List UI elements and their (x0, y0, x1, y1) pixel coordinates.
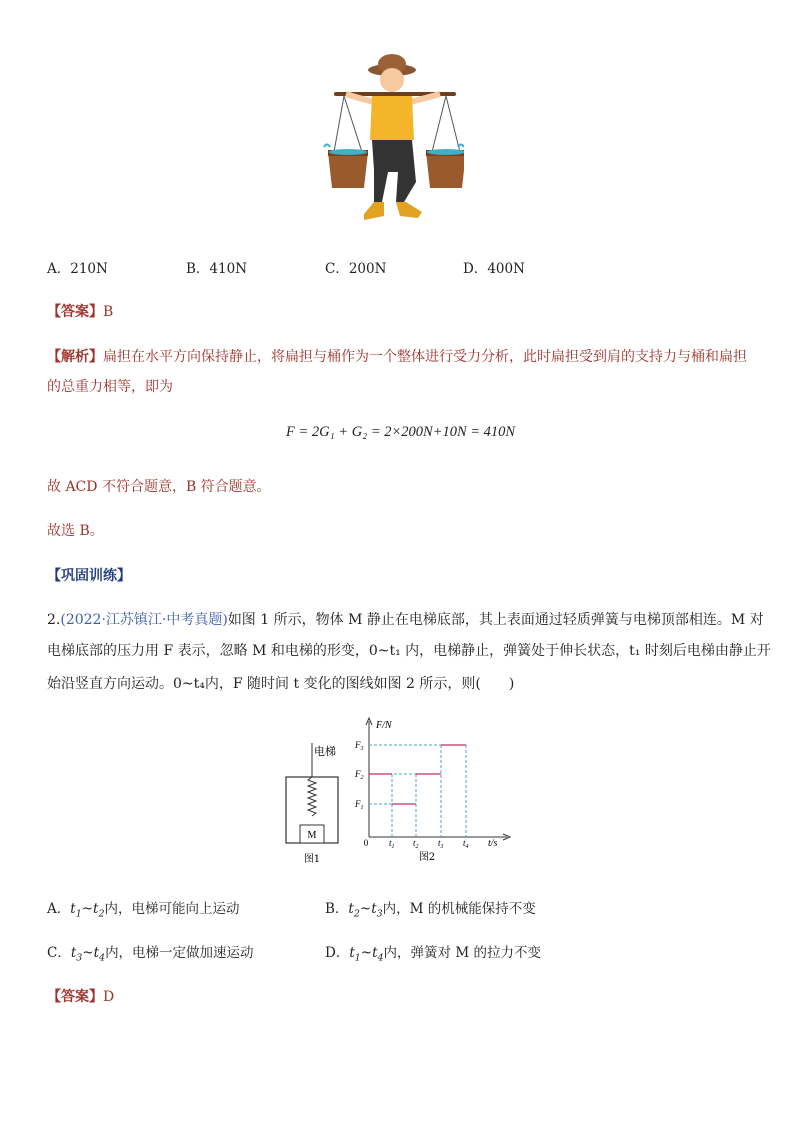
q2-option-b: B．$t_2\sim t_3$内，M 的机械能保持不变 (325, 901, 536, 920)
option-text: 内，弹簧对 M 的拉力不变 (383, 945, 541, 961)
y-axis-label: F/N (376, 720, 392, 731)
fig2-caption: 图2 (418, 852, 436, 863)
t-sub: 3 (376, 908, 383, 920)
question-source: (2022·江苏镇江·中考真题) (60, 612, 228, 628)
option-t-to: $t_3$ (371, 901, 383, 920)
q1-formula: F = 2G₁ + G₂ = 2×200N+10N = 410N (286, 424, 516, 440)
option-letter: B． (186, 261, 210, 277)
x-tick-t2: $t_2$ (413, 838, 419, 850)
option-t-from: $t_3$ (70, 945, 83, 964)
option-t-from: $t_1$ (70, 901, 82, 920)
q2-option-a: A．$t_1\sim t_2$内，电梯可能向上运动 (47, 901, 240, 920)
question-number: 2. (47, 612, 61, 628)
option-t-to: $t_2$ (93, 901, 105, 920)
fig1-caption: 图1 (303, 854, 321, 865)
analysis-text: 扁担在水平方向保持静止，将扁担与桶作为一个整体进行受力分析，此时扁担受到肩的支持力与桶和扁担 (103, 349, 747, 365)
q2-line1 (47, 609, 764, 629)
option-t-from: $t_2$ (348, 901, 360, 920)
q2-option-d: D．$t_1\sim t_4$内，弹簧对 M 的拉力不变 (325, 945, 541, 964)
q2-line2: 电梯底部的压力用 F 表示，忽略 M 和电梯的形变，0~t₁ 内，电梯静止，弹簧处于伸长状态，t₁ 时刻后电梯由静止开 (47, 643, 771, 659)
q1-analysis-line1 (47, 346, 747, 366)
option-t-to: $t_4$ (372, 945, 384, 964)
answer-tag: 【答案】 (47, 304, 103, 320)
y-tick-f1: $F_1$ (355, 799, 364, 811)
option-letter: C． (325, 261, 349, 277)
x-tick-t4: $t_4$ (463, 838, 469, 850)
t-sub: 1 (354, 952, 361, 964)
q1-analysis-line2: 的总重力相等，即为 (47, 379, 173, 395)
x-axis-label: t/s (488, 838, 498, 849)
option-letter: A． (47, 901, 71, 917)
option-text: 内，M 的机械能保持不变 (382, 901, 536, 917)
t-sub: 4 (99, 952, 106, 964)
origin-label: 0 (363, 838, 369, 848)
t-sub: 2 (98, 908, 105, 920)
q1-analysis-line4: 故选 B。 (47, 523, 104, 539)
answer-value: B (103, 304, 114, 320)
question-text: 如图 1 所示，物体 M 静止在电梯底部，其上表面通过轻质弹簧与电梯顶部相连。M 对 (227, 612, 764, 628)
answer-tag: 【答案】 (47, 989, 103, 1005)
elevator-label: 电梯 (314, 745, 336, 758)
q1-option-a (47, 257, 108, 277)
t-sub: 3 (76, 952, 83, 964)
option-letter: D． (463, 261, 488, 277)
t-sub: 2 (353, 908, 360, 920)
q1-option-b (186, 257, 247, 277)
section-title: 【巩固训练】 (47, 568, 131, 584)
q1-answer (47, 301, 113, 321)
option-letter: C． (47, 945, 71, 961)
q2-line3: 始沿竖直方向运动。0~t₄内，F 随时间 t 变化的图线如图 2 所示，则( ) (47, 676, 515, 692)
person-carrying-buckets-illustration (318, 52, 464, 228)
option-letter: A． (47, 261, 71, 277)
x-tick-t3: $t_3$ (438, 838, 444, 850)
q1-analysis-line3: 故 ACD 不符合题意，B 符合题意。 (47, 479, 271, 495)
option-letter: D． (325, 945, 350, 961)
q1-option-d (463, 257, 525, 277)
y-tick-f3: $F_3$ (355, 740, 364, 752)
t-sub: 4 (377, 952, 384, 964)
figure-1-elevator (280, 735, 350, 870)
option-t-from: $t_1$ (349, 945, 361, 964)
answer-value: D (103, 989, 115, 1005)
spring (308, 777, 316, 816)
option-text: 内，电梯一定做加速运动 (105, 945, 254, 961)
x-tick-t1: $t_1$ (389, 838, 395, 850)
figure-2-f-t-graph (352, 715, 512, 865)
q1-option-c (325, 257, 386, 277)
option-text: 210N (70, 261, 108, 277)
q2-answer (47, 986, 114, 1006)
option-text: 410N (209, 261, 248, 277)
t-sub: 1 (75, 908, 82, 920)
option-letter: B． (325, 901, 349, 917)
block-m-label: M (307, 830, 317, 841)
option-text: 200N (348, 261, 387, 277)
analysis-tag: 【解析】 (47, 349, 103, 365)
option-text: 内，电梯可能向上运动 (104, 901, 240, 917)
option-text: 400N (487, 261, 525, 277)
option-t-to: $t_4$ (93, 945, 106, 964)
q2-option-c: C．$t_3\sim t_4$内，电梯一定做加速运动 (47, 945, 254, 964)
y-tick-f2: $F_2$ (355, 769, 364, 781)
